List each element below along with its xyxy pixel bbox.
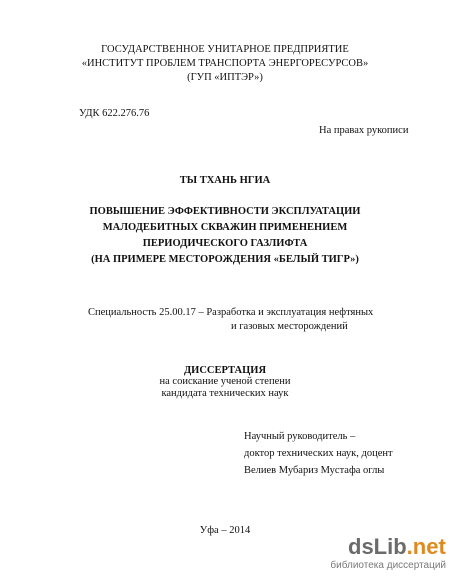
author-name: ТЫ ТХАНЬ НГИА	[179, 175, 271, 186]
specialty-line-1: Специальность 25.00.17 – Разработка и эксплуатация нефтяных	[88, 307, 374, 318]
organization-line-2: «ИНСТИТУТ ПРОБЛЕМ ТРАНСПОРТА ЭНЕРГОРЕСУРСОВ»	[81, 58, 369, 69]
supervisor-block	[244, 428, 393, 479]
watermark-logo	[348, 534, 446, 560]
title-line-2: МАЛОДЕБИТНЫХ СКВАЖИН ПРИМЕНЕНИЕМ	[102, 222, 348, 233]
dissertation-type: ДИССЕРТАЦИЯ	[183, 365, 267, 376]
organization-header	[0, 43, 450, 85]
watermark-subtitle: библиотека диссертаций	[330, 560, 446, 571]
degree-line-1: на соискание ученой степени	[159, 376, 291, 387]
supervisor-degree: доктор технических наук, доцент	[244, 448, 393, 459]
degree-statement	[0, 376, 450, 400]
watermark-logo-accent: .net	[406, 534, 446, 559]
title-line-3: ПЕРИОДИЧЕСКОГО ГАЗЛИФТА	[142, 238, 308, 249]
supervisor-role: Научный руководитель –	[244, 431, 356, 442]
title-line-1: ПОВЫШЕНИЕ ЭФФЕКТИВНОСТИ ЭКСПЛУАТАЦИИ	[89, 206, 361, 217]
organization-line-3: (ГУП «ИПТЭР»)	[187, 72, 263, 83]
supervisor-name: Велиев Мубариз Мустафа оглы	[244, 465, 385, 476]
dslib-watermark	[330, 534, 446, 578]
city-year: Уфа – 2014	[199, 525, 251, 536]
organization-line-1: ГОСУДАРСТВЕННОЕ УНИТАРНОЕ ПРЕДПРИЯТИЕ	[101, 44, 349, 55]
dissertation-title	[0, 204, 450, 268]
title-line-4: (НА ПРИМЕРЕ МЕСТОРОЖДЕНИЯ «БЕЛЫЙ ТИГР»)	[91, 254, 359, 265]
specialty-line-2: и газовых месторождений	[231, 321, 348, 332]
degree-line-2: кандидата технических наук	[161, 388, 289, 399]
watermark-logo-main: dsLib	[348, 534, 407, 559]
manuscript-rights: На правах рукописи	[319, 125, 409, 136]
udk-code: УДК 622.276.76	[79, 108, 150, 119]
